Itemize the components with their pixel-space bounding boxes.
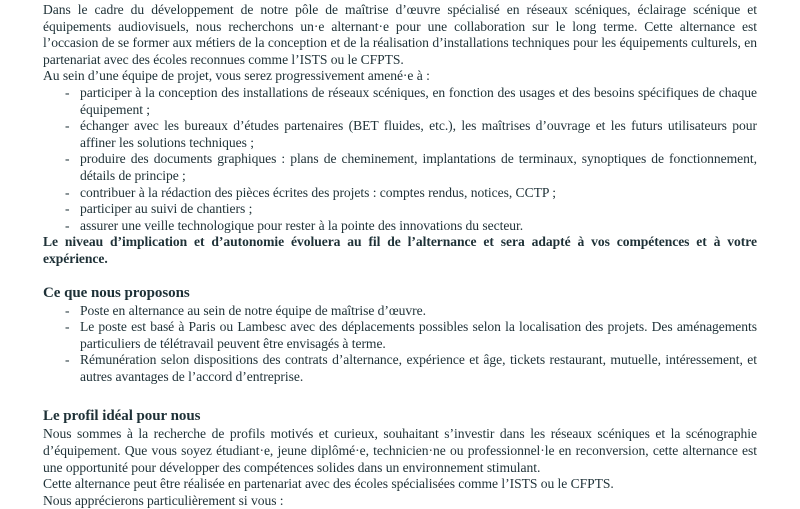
autonomy-note-paragraph: Le niveau d’implication et d’autonomie évoluera au fil de l’alternance et sera adapté à vos compétences et à votre expérience. bbox=[43, 234, 757, 266]
mission-item: - échanger avec les bureaux d’études partenaires (BET fluides, etc.), les maîtrises d’ouvrage et les futurs utilisateurs pour affiner les solutions techniques ; bbox=[43, 118, 757, 151]
profile-schools-paragraph: Cette alternance peut être réalisée en partenariat avec des écoles spécialisées comme l’ISTS ou le CFPTS. bbox=[43, 476, 614, 492]
offer-list bbox=[43, 303, 757, 386]
mission-item: - contribuer à la rédaction des pièces écrites des projets : comptes rendus, notices, CCTP ; bbox=[43, 185, 757, 202]
mission-item: - assurer une veille technologique pour rester à la pointe des innovations du secteur. bbox=[43, 218, 757, 235]
offer-item: - Rémunération selon dispositions des contrats d’alternance, expérience et âge, tickets restaurant, mutuelle, intéressement, et autres avantages de l’accord d’entreprise. bbox=[43, 352, 757, 385]
offer-item: - Poste en alternance au sein de notre équipe de maîtrise d’œuvre. bbox=[43, 303, 757, 320]
offer-item: - Le poste est basé à Paris ou Lambesc avec des déplacements possibles selon la localisation des projets. Des aménagements particuliers de télétravail peuvent être envisagés à terme. bbox=[43, 319, 757, 352]
missions-lead-paragraph: Au sein d’une équipe de projet, vous serez progressivement amené·e à : bbox=[43, 68, 430, 84]
intro-paragraph: Dans le cadre du développement de notre pôle de maîtrise d’œuvre spécialisé en réseaux scéniques, éclairage scénique et équipements audiovisuels, nous recherchons un·e alternant·e pour une collaboration sur le long terme. Cette alternance est l’occasion de se former aux métiers de la conception et de la réalisation d’installations techniques pour les équipements culturels, en partenariat avec des écoles reconnues comme l’ISTS ou le CFPTS. bbox=[43, 2, 757, 67]
mission-item: - participer à la conception des installations de réseaux scéniques, en fonction des usages et des besoins spécifiques de chaque équipement ; bbox=[43, 85, 757, 118]
profile-appreciation-lead: Nous apprécierons particulièrement si vous : bbox=[43, 492, 284, 508]
profile-paragraph: Nous sommes à la recherche de profils motivés et curieux, souhaitant s’investir dans les réseaux scéniques et la scénographie d’équipement. Que vous soyez étudiant·e, jeune diplômé·e, technicien·ne ou professionnel·le en reconversion, cette alternance est une opportunité pour développer des compétences solides dans un environnement stimulant. bbox=[43, 426, 757, 475]
mission-item: - participer au suivi de chantiers ; bbox=[43, 201, 757, 218]
offer-section-heading: Ce que nous proposons bbox=[43, 284, 190, 301]
mission-item: - produire des documents graphiques : plans de cheminement, implantations de terminaux, synoptiques de fonctionnement, détails de principe ; bbox=[43, 151, 757, 184]
profile-section-heading: Le profil idéal pour nous bbox=[43, 408, 201, 425]
missions-list bbox=[43, 85, 757, 234]
